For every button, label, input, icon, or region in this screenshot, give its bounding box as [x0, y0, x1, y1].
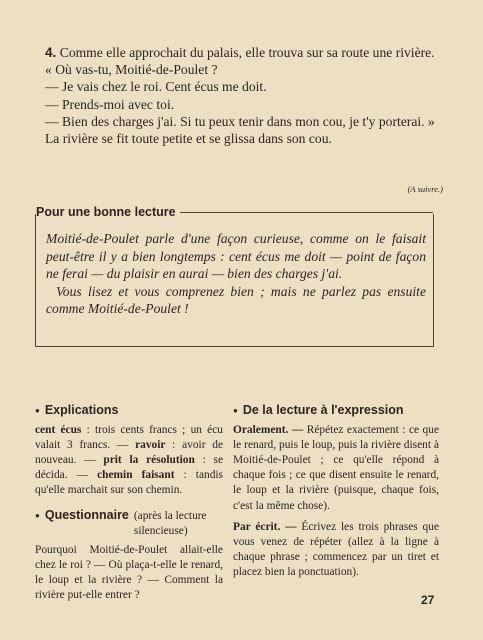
story-line: La rivière se fit toute petite et se glissa dans son cou. [45, 131, 332, 147]
oral-label: Oralement. — [233, 424, 304, 437]
story-line: — Prends-moi avec toi. [45, 96, 175, 112]
questionnaire-title: Questionnaire [44, 507, 129, 522]
explications-heading [35, 403, 223, 419]
left-column [35, 403, 223, 603]
definition: : avoir de nouveau. — [35, 439, 223, 467]
term: ravoir [135, 439, 166, 452]
reading-box-body [46, 230, 426, 318]
questionnaire-heading [35, 508, 223, 539]
expression-title: De la lecture à l'expression [242, 403, 404, 417]
story-line: — Je vais chez le roi. Cent écus me doit. [45, 79, 267, 95]
continued-note: (A suivre.) [407, 184, 443, 194]
questionnaire-text: Pourquoi Moitié-de-Poulet allait-elle chez le roi ? — Où plaça-t-elle le renard, le loup et la rivière ? — Comment la rivière put-elle entrer ? [35, 543, 223, 602]
ecrit-label: Par écrit. — [233, 520, 297, 533]
reading-paragraph: Moitié-de-Poulet parle d'une façon curieuse, comme on le faisait peut-être il y a bien longtemps : cent écus me doit — point de façon ne ferai — du plaisir en aurai — bien des charges j'ai. [46, 231, 426, 281]
bullet-icon: ● [233, 406, 238, 415]
questionnaire-subtitle: (après la lecture silencieuse) [133, 509, 207, 537]
oral-text: Répétez exactement : ce que le renard, puis le loup, puis la rivière disent à Moitié-de-Poulet ; ce qu'elle répond à chaque fois ; ce que disent ensuite le renard, le loup et la rivière (puisque, chaque fois, c'est la même chose). [233, 424, 440, 512]
explications-title: Explications [44, 403, 119, 417]
story-line: « Où vas-tu, Moitié-de-Poulet ? [45, 62, 218, 78]
term: chemin faisant [97, 469, 175, 482]
page-number: 27 [421, 593, 435, 607]
definition: : se décida. — [35, 454, 223, 482]
definition: : trois cents francs ; un écu valait 3 francs. — [35, 424, 223, 452]
bullet-icon: ● [35, 406, 40, 415]
right-column [233, 403, 439, 580]
reading-paragraph: Vous lisez et vous comprenez bien ; mais ne parlez pas ensuite comme Moitié-de-Poulet ! [46, 283, 426, 316]
bullet-icon: ● [35, 510, 40, 520]
reading-box-title: Pour une bonne lecture [36, 205, 180, 219]
term: cent écus [35, 424, 82, 437]
ecrit-text: Écrivez les trois phrases que vous venez de répéter (allez à la ligne à chaque phrase ; commencez par un tiret et placez bien la ponctuation). [233, 520, 440, 578]
story-line: Comme elle approchait du palais, elle trouva sur sa route une rivière. [59, 45, 435, 60]
ecrit-paragraph [233, 520, 439, 580]
reading-box-header [36, 205, 433, 219]
term: prit la résolution [103, 454, 195, 467]
explications-text [35, 423, 223, 498]
expression-heading [233, 403, 439, 419]
section-number: 4. [45, 45, 57, 60]
story-line: — Bien des charges j'ai. Si tu peux tenir dans mon cou, je t'y porterai. » [45, 113, 435, 129]
reading-box [35, 205, 434, 347]
header-rule [180, 212, 433, 213]
definition: : tandis qu'elle marchait sur son chemin. [35, 469, 223, 497]
oral-paragraph [233, 423, 439, 514]
story-section [35, 44, 445, 147]
